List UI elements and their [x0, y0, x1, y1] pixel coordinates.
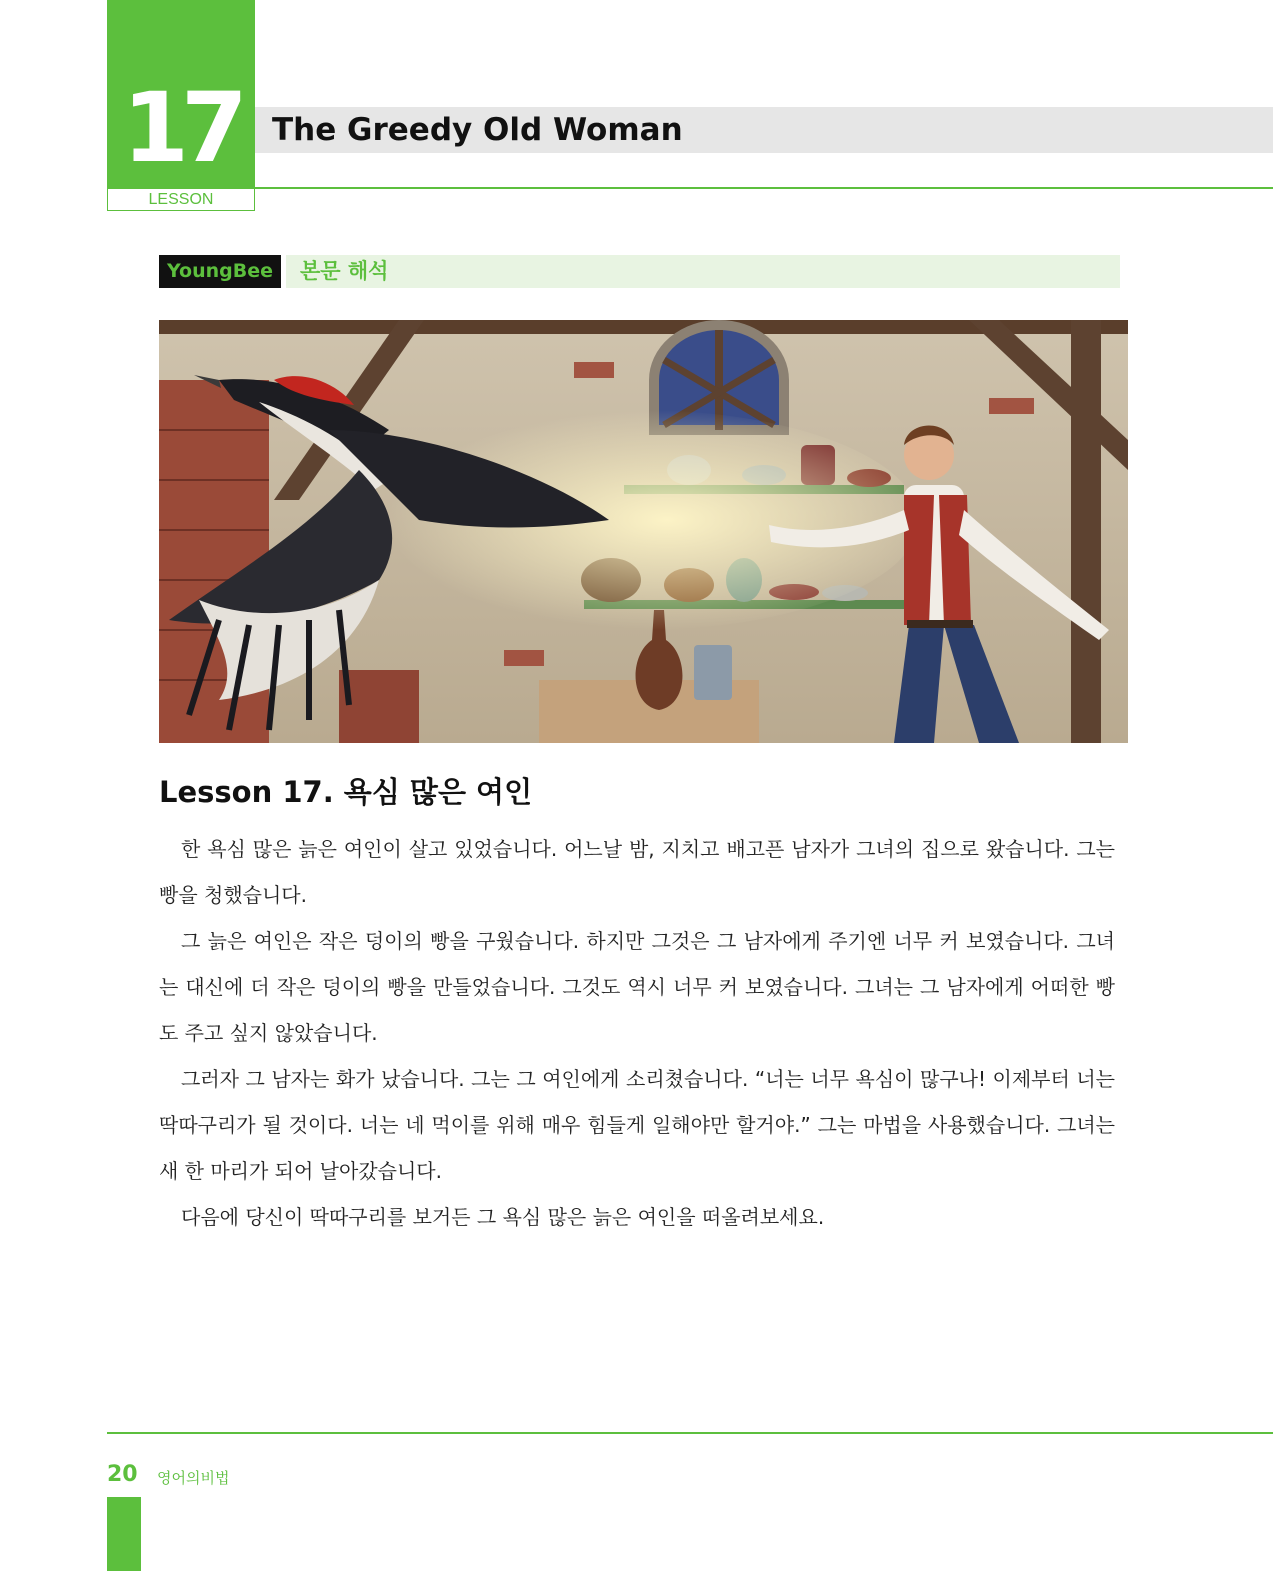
story-paragraph: 그러자 그 남자는 화가 났습니다. 그는 그 여인에게 소리쳤습니다. “너는 너무 욕심이 많구나! 이제부터 너는 딱따구리가 될 것이다. 너는 네 먹이를 위해 매우 힘들게 일해야만 할거야.” 그는 마법을 사용했습니다. 그녀는 새 한 마리가 되어 날아갔습니다.: [159, 1067, 1115, 1183]
lesson-number-box: [107, 0, 255, 188]
story-illustration: [159, 320, 1128, 743]
lesson-title-bar: [255, 107, 1273, 153]
section-title: 본문 해석: [300, 259, 389, 283]
story-heading: Lesson 17. 욕심 많은 여인: [159, 775, 533, 809]
story-body: [159, 826, 1115, 1240]
story-paragraph: 다음에 당신이 딱따구리를 보거든 그 욕심 많은 늙은 여인을 떠올려보세요.: [181, 1205, 825, 1229]
page-number: 20: [107, 1462, 138, 1487]
title-divider: [255, 187, 1273, 189]
section-bar: [286, 255, 1120, 288]
lesson-label: LESSON: [107, 188, 255, 211]
lesson-title: The Greedy Old Woman: [272, 112, 683, 148]
footer-tab: [107, 1497, 141, 1571]
youngbee-badge: YoungBee: [159, 255, 281, 288]
story-paragraph: 한 욕심 많은 늙은 여인이 살고 있었습니다. 어느날 밤, 지치고 배고픈 남자가 그녀의 집으로 왔습니다. 그는 빵을 청했습니다.: [159, 837, 1115, 907]
lesson-number: 17: [122, 72, 240, 184]
book-title: 영어의비법: [157, 1469, 230, 1487]
story-paragraph: 그 늙은 여인은 작은 덩이의 빵을 구웠습니다. 하지만 그것은 그 남자에게 주기엔 너무 커 보였습니다. 그녀는 대신에 더 작은 덩이의 빵을 만들었습니다. 그것도 역시 너무 커 보였습니다. 그녀는 그 남자에게 어떠한 빵도 주고 싶지 않았습니다.: [159, 929, 1115, 1045]
footer-divider: [107, 1432, 1273, 1434]
